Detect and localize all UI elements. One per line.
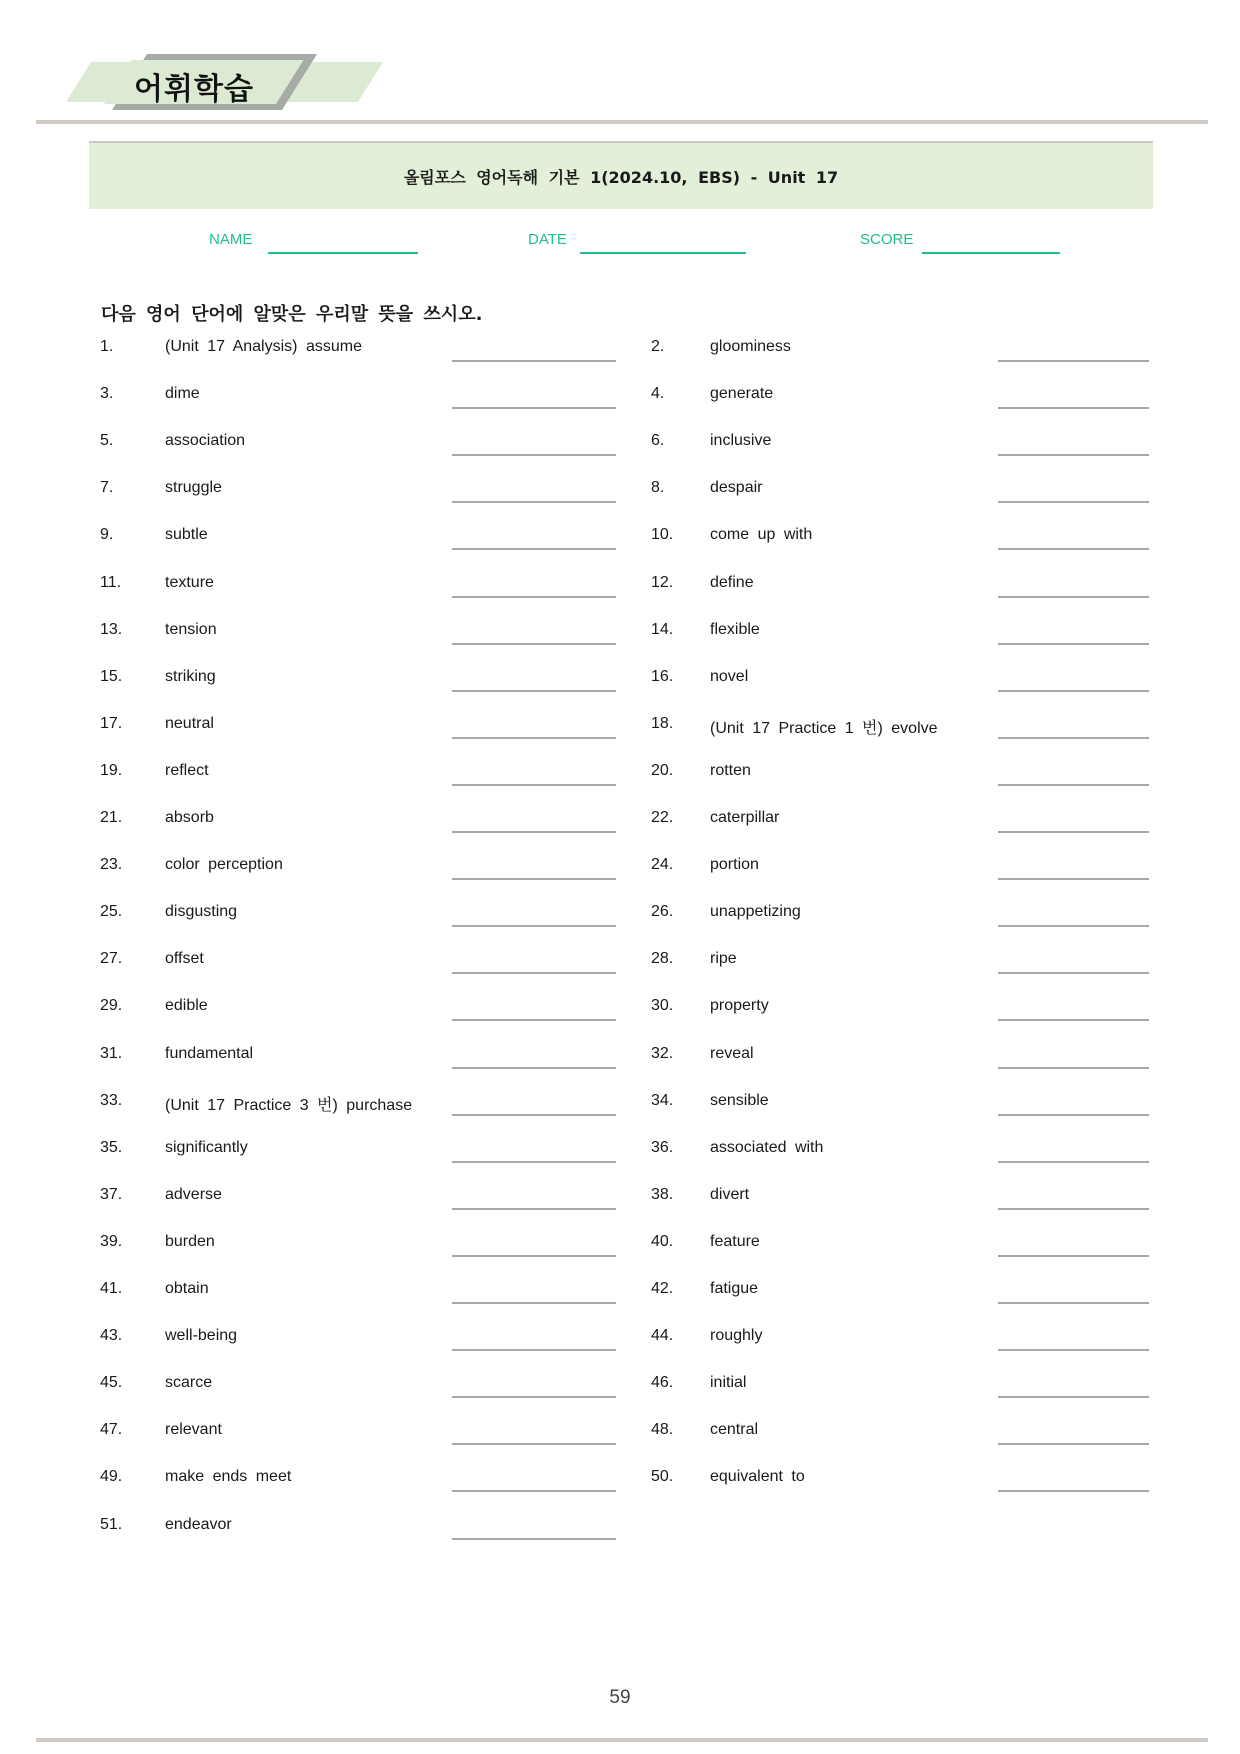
item-number: 23.: [100, 856, 123, 874]
top-divider: [36, 120, 1208, 124]
name-field[interactable]: [268, 252, 418, 254]
item-word: equivalent to: [710, 1468, 805, 1486]
instruction-text: 다음 영어 단어에 알맞은 우리말 뜻을 쓰시오.: [101, 304, 483, 325]
answer-blank[interactable]: [998, 737, 1149, 739]
item-word: (Unit 17 Practice 3 번) purchase: [165, 1096, 413, 1114]
answer-blank[interactable]: [452, 1161, 616, 1163]
item-number: 7.: [100, 479, 114, 497]
vocab-item: [100, 1421, 616, 1467]
item-word: portion: [710, 856, 759, 874]
vocab-item: [100, 668, 616, 714]
answer-blank[interactable]: [998, 407, 1149, 409]
vocab-item: [651, 1468, 1149, 1514]
item-number: 11.: [100, 573, 122, 591]
item-number: 29.: [100, 997, 123, 1015]
answer-blank[interactable]: [452, 454, 616, 456]
item-word: flexible: [710, 620, 760, 638]
item-number: 48.: [651, 1421, 674, 1439]
item-number: 17.: [100, 714, 123, 732]
item-word: dime: [165, 385, 200, 403]
vocab-item: [651, 621, 1149, 667]
answer-blank[interactable]: [998, 784, 1149, 786]
answer-blank[interactable]: [998, 1255, 1149, 1257]
item-number: 12.: [651, 573, 674, 591]
answer-blank[interactable]: [452, 972, 616, 974]
answer-blank[interactable]: [998, 1114, 1149, 1116]
answer-blank[interactable]: [998, 1161, 1149, 1163]
item-word: inclusive: [710, 432, 772, 450]
answer-blank[interactable]: [998, 1490, 1149, 1492]
vocab-item: [651, 1139, 1149, 1185]
page-number: 59: [609, 1687, 631, 1708]
item-number: 5.: [100, 432, 114, 450]
item-number: 10.: [651, 526, 674, 544]
item-number: 33.: [100, 1091, 123, 1109]
item-number: 34.: [651, 1091, 674, 1109]
item-number: 41.: [100, 1280, 123, 1297]
section-title: 어휘학습: [134, 72, 254, 107]
item-number: 18.: [651, 714, 674, 732]
vocab-item: [651, 1280, 1149, 1326]
vocab-item: [651, 338, 1149, 384]
answer-blank[interactable]: [998, 878, 1149, 880]
title-band: [89, 141, 1153, 209]
item-word: significantly: [165, 1138, 248, 1156]
item-word: sensible: [710, 1091, 769, 1109]
item-word: novel: [710, 667, 749, 685]
vocab-item: [651, 809, 1149, 855]
vocab-item: [651, 1045, 1149, 1091]
vocab-item: [651, 1421, 1149, 1467]
item-number: 45.: [100, 1374, 123, 1392]
answer-blank[interactable]: [998, 925, 1149, 927]
answer-blank[interactable]: [998, 1019, 1149, 1021]
item-word: disgusting: [165, 903, 238, 921]
vocab-item: [100, 1186, 616, 1232]
item-word: (Unit 17 Practice 1 번) evolve: [710, 719, 938, 737]
item-word: (Unit 17 Analysis) assume: [165, 338, 362, 355]
vocab-item: [651, 574, 1149, 620]
item-word: fundamental: [165, 1044, 254, 1062]
item-word: reflect: [165, 761, 209, 779]
item-number: 36.: [651, 1138, 674, 1156]
item-number: 37.: [100, 1185, 123, 1203]
item-word: divert: [710, 1185, 750, 1203]
item-word: unappetizing: [710, 903, 801, 921]
item-word: absorb: [165, 809, 214, 826]
item-number: 26.: [651, 903, 674, 921]
answer-blank[interactable]: [998, 501, 1149, 503]
vocab-item: [651, 856, 1149, 902]
vocab-item: [100, 903, 616, 949]
vocab-item: [651, 526, 1149, 572]
vocab-item: [100, 1280, 616, 1326]
vocab-item: [651, 385, 1149, 431]
vocab-item: [100, 950, 616, 996]
answer-blank[interactable]: [998, 643, 1149, 645]
vocab-item: [651, 432, 1149, 478]
vocab-item: [100, 1045, 616, 1091]
item-word: gloominess: [710, 338, 791, 355]
item-number: 24.: [651, 856, 674, 874]
answer-blank[interactable]: [998, 831, 1149, 833]
vocab-item: [100, 1468, 616, 1514]
item-number: 8.: [651, 479, 665, 497]
item-word: generate: [710, 385, 774, 403]
item-number: 21.: [100, 809, 123, 826]
answer-blank[interactable]: [452, 784, 616, 786]
item-word: endeavor: [165, 1515, 232, 1533]
item-word: texture: [165, 573, 214, 591]
item-word: reveal: [710, 1044, 754, 1062]
item-number: 43.: [100, 1327, 123, 1345]
item-number: 35.: [100, 1138, 123, 1156]
vocab-item: [651, 950, 1149, 996]
item-number: 47.: [100, 1421, 123, 1439]
vocab-item: [100, 762, 616, 808]
answer-blank[interactable]: [998, 690, 1149, 692]
item-word: roughly: [710, 1327, 763, 1345]
item-number: 9.: [100, 526, 114, 544]
answer-blank[interactable]: [452, 407, 616, 409]
item-number: 16.: [651, 667, 674, 685]
item-word: offset: [165, 950, 204, 968]
vocab-item: [651, 1233, 1149, 1279]
vocab-item: [100, 432, 616, 478]
vocab-item: [100, 856, 616, 902]
item-number: 28.: [651, 950, 674, 968]
date-field[interactable]: [580, 252, 746, 254]
answer-blank[interactable]: [998, 1302, 1149, 1304]
item-word: association: [165, 432, 246, 450]
vocab-item: [100, 1092, 616, 1138]
item-word: feature: [710, 1232, 760, 1250]
vocab-item: [100, 997, 616, 1043]
item-number: 1.: [100, 338, 114, 355]
vocab-item: [651, 668, 1149, 714]
answer-blank[interactable]: [452, 1067, 616, 1069]
answer-blank[interactable]: [998, 1443, 1149, 1445]
answer-blank[interactable]: [998, 360, 1149, 362]
vocab-item: [100, 1233, 616, 1279]
item-word: adverse: [165, 1185, 222, 1203]
answer-blank[interactable]: [452, 1538, 616, 1540]
item-word: central: [710, 1421, 759, 1439]
answer-blank[interactable]: [452, 1255, 616, 1257]
answer-blank[interactable]: [452, 925, 616, 927]
answer-blank[interactable]: [452, 878, 616, 880]
item-number: 13.: [100, 620, 123, 638]
answer-blank[interactable]: [452, 737, 616, 739]
vocab-item: [651, 762, 1149, 808]
score-label: SCORE: [860, 231, 914, 248]
answer-blank[interactable]: [452, 1443, 616, 1445]
vocab-item: [651, 997, 1149, 1043]
answer-blank[interactable]: [998, 1396, 1149, 1398]
vocab-item: [100, 526, 616, 572]
item-word: rotten: [710, 761, 751, 779]
item-word: make ends meet: [165, 1468, 292, 1486]
answer-blank[interactable]: [452, 548, 616, 550]
vocab-item: [651, 1186, 1149, 1232]
vocab-item: [100, 715, 616, 761]
item-word: initial: [710, 1374, 747, 1392]
answer-blank[interactable]: [998, 596, 1149, 598]
vocab-item: [651, 1374, 1149, 1420]
answer-blank[interactable]: [452, 643, 616, 645]
name-label: NAME: [209, 231, 253, 248]
item-number: 44.: [651, 1327, 674, 1345]
item-word: well-being: [165, 1327, 238, 1345]
item-word: define: [710, 573, 754, 591]
item-number: 49.: [100, 1468, 123, 1486]
date-label: DATE: [528, 231, 567, 248]
item-number: 40.: [651, 1232, 674, 1250]
item-word: edible: [165, 997, 208, 1015]
item-number: 20.: [651, 761, 674, 779]
vocab-item: [100, 1516, 616, 1562]
vocab-item: [100, 338, 616, 384]
vocab-item: [100, 1374, 616, 1420]
item-number: 27.: [100, 950, 123, 968]
item-word: property: [710, 997, 769, 1015]
item-word: despair: [710, 479, 763, 497]
item-number: 39.: [100, 1232, 123, 1250]
answer-blank[interactable]: [452, 1019, 616, 1021]
item-word: scarce: [165, 1374, 213, 1392]
item-word: neutral: [165, 714, 214, 732]
item-word: struggle: [165, 479, 222, 497]
document-title: 올림포스 영어독해 기본 1(2024.10, EBS) - Unit 17: [403, 167, 839, 187]
item-number: 19.: [100, 761, 123, 779]
answer-blank[interactable]: [998, 1067, 1149, 1069]
answer-blank[interactable]: [452, 1490, 616, 1492]
answer-blank[interactable]: [998, 548, 1149, 550]
vocab-item: [100, 385, 616, 431]
item-word: associated with: [710, 1138, 824, 1156]
item-number: 51.: [100, 1515, 123, 1533]
answer-blank[interactable]: [452, 831, 616, 833]
item-word: fatigue: [710, 1280, 759, 1297]
item-number: 25.: [100, 903, 123, 921]
answer-blank[interactable]: [452, 1396, 616, 1398]
item-number: 14.: [651, 620, 674, 638]
item-word: come up with: [710, 526, 813, 544]
item-word: relevant: [165, 1421, 222, 1439]
answer-blank[interactable]: [998, 454, 1149, 456]
vocab-item: [651, 903, 1149, 949]
answer-blank[interactable]: [452, 690, 616, 692]
item-number: 38.: [651, 1185, 674, 1203]
vocab-item: [100, 621, 616, 667]
item-word: caterpillar: [710, 809, 780, 826]
item-number: 4.: [651, 385, 665, 403]
item-word: striking: [165, 667, 216, 685]
item-number: 31.: [100, 1044, 123, 1062]
vocab-item: [651, 479, 1149, 525]
item-word: subtle: [165, 526, 208, 544]
item-number: 42.: [651, 1280, 674, 1297]
answer-blank[interactable]: [452, 1302, 616, 1304]
score-field[interactable]: [922, 252, 1060, 254]
answer-blank[interactable]: [998, 972, 1149, 974]
vocab-item: [100, 1327, 616, 1373]
item-number: 32.: [651, 1044, 674, 1062]
item-number: 15.: [100, 667, 123, 685]
vocab-item: [100, 1139, 616, 1185]
answer-blank[interactable]: [452, 360, 616, 362]
answer-blank[interactable]: [452, 1114, 616, 1116]
item-word: tension: [165, 620, 217, 638]
answer-blank[interactable]: [998, 1208, 1149, 1210]
item-number: 3.: [100, 385, 114, 403]
answer-blank[interactable]: [998, 1349, 1149, 1351]
item-number: 22.: [651, 809, 674, 826]
vocab-item: [651, 1327, 1149, 1373]
answer-blank[interactable]: [452, 1349, 616, 1351]
item-number: 46.: [651, 1374, 674, 1392]
answer-blank[interactable]: [452, 501, 616, 503]
bottom-divider: [36, 1738, 1208, 1742]
item-number: 2.: [651, 338, 665, 355]
item-number: 50.: [651, 1468, 674, 1486]
vocab-item: [100, 479, 616, 525]
vocab-item: [651, 715, 1149, 761]
answer-blank[interactable]: [452, 596, 616, 598]
item-word: burden: [165, 1232, 215, 1250]
vocab-item: [651, 1092, 1149, 1138]
item-number: 30.: [651, 997, 674, 1015]
item-word: obtain: [165, 1280, 209, 1297]
item-word: color perception: [165, 856, 283, 874]
answer-blank[interactable]: [452, 1208, 616, 1210]
item-word: ripe: [710, 950, 737, 968]
vocab-item: [100, 809, 616, 855]
item-number: 6.: [651, 432, 665, 450]
vocab-item: [100, 574, 616, 620]
